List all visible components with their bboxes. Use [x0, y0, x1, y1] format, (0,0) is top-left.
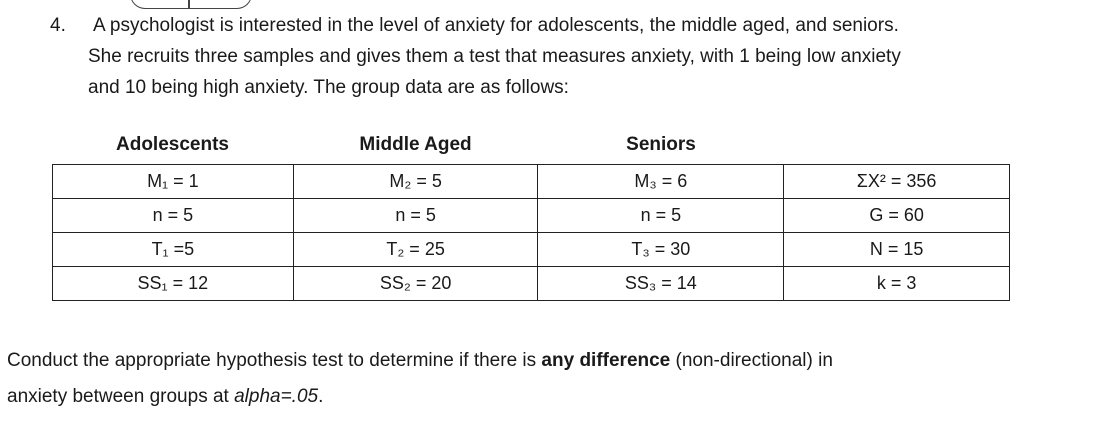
table-cell: N = 15 — [784, 233, 1010, 267]
header-seniors: Seniors — [626, 134, 696, 155]
question-text — [88, 10, 1088, 103]
table-cell: n = 5 — [293, 199, 538, 233]
table-cell: G = 60 — [784, 199, 1010, 233]
table-cell: M₂ = 5 — [293, 165, 538, 199]
table-row — [53, 199, 1010, 233]
instruction-text — [7, 343, 1107, 415]
table-cell: k = 3 — [784, 267, 1010, 301]
instruction-text-part: . — [318, 386, 324, 407]
table-cell: T₁ =5 — [53, 233, 294, 267]
question-number: 4. — [50, 15, 66, 36]
header-adolescents: Adolescents — [116, 134, 229, 155]
alpha-value: alpha=.05 — [234, 386, 319, 407]
table-cell: SS₁ = 12 — [53, 267, 294, 301]
table-row — [53, 267, 1010, 301]
table-cell: T₃ = 30 — [538, 233, 784, 267]
cropped-equation-tick — [188, 0, 190, 8]
table-cell: ΣX² = 356 — [784, 165, 1010, 199]
table-row — [53, 233, 1010, 267]
table-cell: M₁ = 1 — [53, 165, 294, 199]
question-line: and 10 being high anxiety. The group data are as follows: — [88, 77, 569, 98]
instruction-emphasis: any difference — [541, 350, 671, 371]
table-cell: n = 5 — [538, 199, 784, 233]
group-data-table — [52, 164, 1010, 301]
cropped-equation-arc — [130, 0, 252, 9]
table-cell: n = 5 — [53, 199, 294, 233]
table-cell: SS₂ = 20 — [293, 267, 538, 301]
table-row — [53, 165, 1010, 199]
table-cell: T₂ = 25 — [293, 233, 538, 267]
instruction-text-part: Conduct the appropriate hypothesis test to determine if there is — [7, 350, 542, 371]
question-line: She recruits three samples and gives them a test that measures anxiety, with 1 being low anxiety — [88, 46, 901, 67]
header-middle-aged: Middle Aged — [359, 134, 472, 155]
question-line: A psychologist is interested in the level of anxiety for adolescents, the middle aged, and seniors. — [93, 15, 899, 36]
table-cell: SS₃ = 14 — [538, 267, 784, 301]
instruction-text-part: anxiety between groups at — [7, 386, 235, 407]
table-cell: M₃ = 6 — [538, 165, 784, 199]
instruction-text-part: (non-directional) in — [670, 350, 833, 371]
